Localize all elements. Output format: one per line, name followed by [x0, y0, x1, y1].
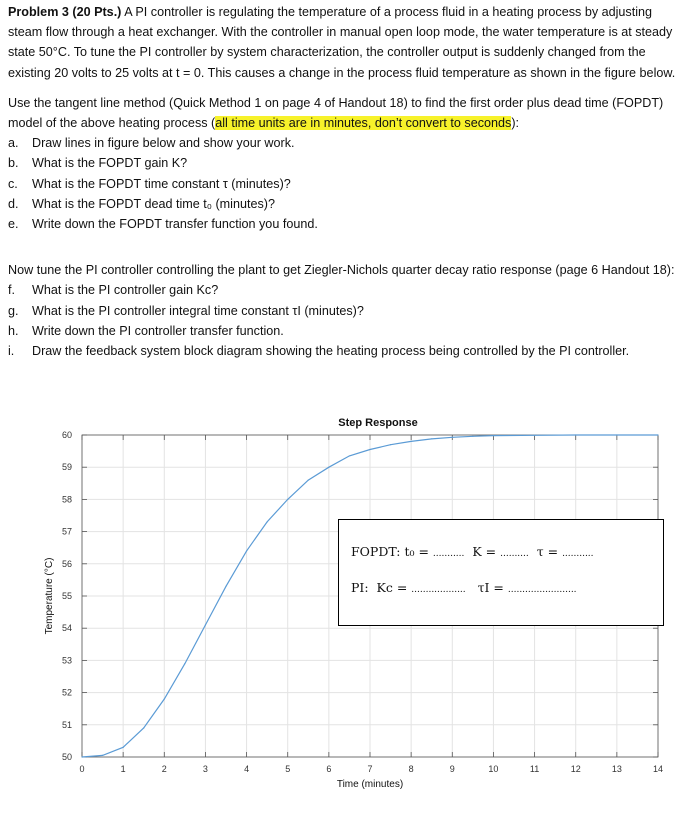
list-item: a. Draw lines in figure below and show your work. — [8, 136, 295, 151]
data-point — [493, 435, 494, 436]
y-tick-label: 59 — [61, 462, 72, 473]
y-tick-label: 58 — [61, 494, 72, 505]
x-tick-label: 10 — [488, 764, 499, 774]
x-tick-label: 9 — [449, 764, 455, 774]
k-symbol: K = — [472, 544, 497, 559]
instruction-pre: Use the tangent line method (Quick Method 1 on page 4 of Handout 18) to find the first order plus dead time (FOPDT) model of the above heating process ( — [8, 95, 664, 131]
y-tick-label: 55 — [61, 591, 72, 601]
problem-intro-text: A PI controller is regulating the temperature of a process fluid in a heating process by adjusting steam flow through a heat exchanger. With the controller in manual open loop mode, the water temperature is at steady state 50°C. To tune the PI controller by system characterization, the controller output is suddenly changed from the existing 20 volts to 25 volts at t = 0. This causes a change in the process fluid temperature as shown in the figure below. — [8, 5, 676, 80]
y-tick-label: 52 — [61, 687, 72, 698]
data-point — [411, 441, 412, 442]
data-point — [287, 499, 288, 500]
data-point — [328, 467, 329, 468]
data-point — [390, 444, 391, 445]
data-point — [246, 550, 247, 551]
list-item: f. What is the PI controller gain Kc? — [8, 283, 219, 298]
data-point — [575, 434, 576, 435]
data-point — [308, 479, 309, 480]
data-point — [431, 438, 432, 439]
data-point — [102, 755, 103, 756]
question-list-pi — [8, 280, 688, 361]
x-tick-label: 12 — [570, 764, 581, 774]
problem-text — [8, 2, 688, 361]
problem-title: Problem 3 (20 Pts.) — [8, 5, 122, 19]
list-item: h. Write down the PI controller transfer function. — [8, 323, 284, 338]
tau-symbol: τ = — [536, 544, 559, 559]
instruction-post: ): — [511, 116, 520, 131]
data-point — [143, 727, 144, 728]
kc-blank: ................... — [411, 585, 466, 595]
x-tick-label: 8 — [408, 764, 414, 774]
y-tick-label: 57 — [61, 526, 72, 537]
data-point — [81, 756, 82, 757]
list-item: e. Write down the FOPDT transfer function you found. — [8, 217, 318, 232]
instruction-highlight: all time units are in minutes, don’t convert to seconds — [215, 116, 512, 131]
fopdt-label: FOPDT: — [351, 544, 401, 559]
list-item: c. What is the FOPDT time constant τ (minutes)? — [8, 176, 291, 191]
ti-blank: ........................ — [507, 585, 577, 595]
instruction — [8, 93, 688, 133]
y-tick-label: 53 — [61, 655, 72, 666]
x-tick-label: 13 — [611, 764, 622, 774]
question-list-fopdt — [8, 133, 688, 234]
pi-answer-line — [351, 580, 577, 595]
data-point — [657, 434, 658, 435]
chart-title: Step Response — [338, 417, 418, 429]
t0-blank: ........... — [432, 549, 465, 559]
problem-intro — [8, 2, 688, 83]
y-axis-label: Temperature (°C) — [44, 557, 55, 635]
pi-label: PI: — [351, 580, 369, 595]
tau-blank: ........... — [562, 549, 594, 559]
data-point — [184, 663, 185, 664]
y-tick-label: 60 — [61, 430, 72, 440]
x-tick-label: 0 — [79, 764, 85, 774]
data-point — [123, 747, 124, 748]
y-tick-label: 50 — [61, 752, 72, 762]
data-point — [205, 624, 206, 625]
y-tick-label: 51 — [61, 719, 72, 730]
y-tick-label: 54 — [61, 623, 72, 634]
data-point — [452, 437, 453, 438]
data-point — [534, 435, 535, 436]
x-tick-label: 5 — [285, 764, 291, 774]
list-item: d. What is the FOPDT dead time t₀ (minutes)? — [8, 196, 275, 211]
k-blank: .......... — [500, 549, 529, 559]
data-point — [472, 436, 473, 437]
list-item: i. Draw the feedback system block diagram showing the heating process being controlled by the PI controller. — [8, 344, 630, 359]
data-point — [267, 521, 268, 522]
data-point — [369, 449, 370, 450]
data-point — [225, 586, 226, 587]
list-item: g. What is the PI controller integral time constant τI (minutes)? — [8, 303, 364, 318]
x-tick-label: 11 — [529, 764, 540, 774]
answer-box — [338, 519, 664, 626]
fopdt-answer-line — [351, 544, 594, 559]
list-item: b. What is the FOPDT gain K? — [8, 156, 188, 171]
data-point — [164, 698, 165, 699]
x-tick-label: 14 — [652, 764, 664, 774]
x-tick-label: 6 — [326, 764, 332, 774]
data-point — [349, 455, 350, 456]
data-point — [616, 434, 617, 435]
x-tick-label: 3 — [202, 764, 208, 774]
x-tick-label: 1 — [120, 764, 126, 774]
ti-symbol: τI = — [477, 580, 504, 595]
x-tick-label: 7 — [367, 764, 373, 774]
y-tick-label: 56 — [61, 558, 72, 569]
x-tick-label: 2 — [161, 764, 167, 774]
tuning-instruction: Now tune the PI controller controlling the plant to get Ziegler-Nichols quarter decay ratio response (page 6 Handout 18): — [8, 263, 675, 278]
x-axis-label: Time (minutes) — [336, 779, 404, 790]
kc-symbol: Kc = — [376, 580, 408, 595]
x-tick-label: 4 — [244, 764, 250, 774]
t0-symbol: t₀ = — [404, 544, 429, 559]
